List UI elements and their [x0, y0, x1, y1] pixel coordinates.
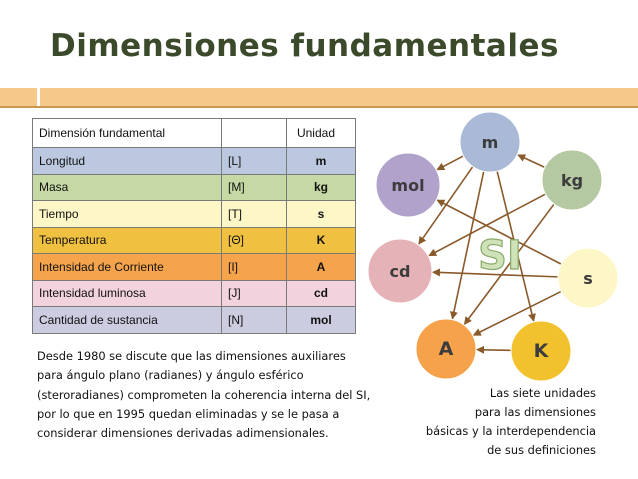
unit-cell: K [287, 227, 356, 254]
dimension-cell: Temperatura [33, 227, 222, 254]
node-label: m [481, 133, 499, 152]
unit-cell: A [287, 254, 356, 281]
unit-cell: cd [287, 280, 356, 307]
unit-cell: mol [287, 307, 356, 334]
node-label: cd [389, 262, 411, 281]
arrow-m-to-mol [437, 156, 463, 170]
caption-line: de sus definiciones [487, 443, 596, 457]
caption-line: básicas y la interdependencia [425, 424, 596, 438]
page-title: Dimensiones fundamentales [50, 28, 559, 64]
node-label: A [438, 338, 454, 360]
symbol-cell: [Θ] [222, 227, 287, 254]
symbol-cell: [I] [222, 254, 287, 281]
symbol-cell: [L] [222, 148, 287, 175]
unit-cell: s [287, 201, 356, 228]
node-label: K [533, 340, 549, 362]
unit-cell: kg [287, 174, 356, 201]
dimension-cell: Cantidad de sustancia [33, 307, 222, 334]
arrow-K-to-A [477, 350, 511, 351]
dimension-cell: Tiempo [33, 201, 222, 228]
symbol-cell: [J] [222, 280, 287, 307]
unit-node-A [416, 319, 476, 379]
unit-node-s [558, 248, 618, 308]
header-dimension: Dimensión fundamental [33, 119, 222, 148]
node-label: mol [391, 176, 425, 195]
dimension-cell: Intensidad luminosa [33, 280, 222, 307]
caption-line: para las dimensiones [474, 405, 596, 419]
si-logo: SI [478, 233, 522, 279]
unit-node-kg [542, 150, 602, 210]
dimension-cell: Intensidad de Corriente [33, 254, 222, 281]
symbol-cell: [M] [222, 174, 287, 201]
arrow-kg-to-m [518, 155, 545, 167]
caption-line: Las siete unidades [489, 386, 596, 400]
unit-node-K [511, 321, 571, 381]
node-label: s [583, 269, 593, 288]
unit-node-mol [376, 153, 440, 217]
header-unit: Unidad [287, 119, 356, 148]
dimension-cell: Masa [33, 174, 222, 201]
unit-node-m [460, 112, 520, 172]
historical-note: Desde 1980 se discute que las dimensiones auxiliares para ángulo plano (radianes) y ángulo esférico (steroradianes) comprometen la coherencia interna del SI, por lo que en 1995 quedan eliminadas y se le pasa a considerar dimensiones derivadas adimensionales. [37, 349, 371, 441]
unit-node-cd [368, 239, 432, 303]
unit-cell: m [287, 148, 356, 175]
symbol-cell: [T] [222, 201, 287, 228]
symbol-cell: [N] [222, 307, 287, 334]
node-label: kg [560, 171, 584, 190]
dimension-cell: Longitud [33, 148, 222, 175]
